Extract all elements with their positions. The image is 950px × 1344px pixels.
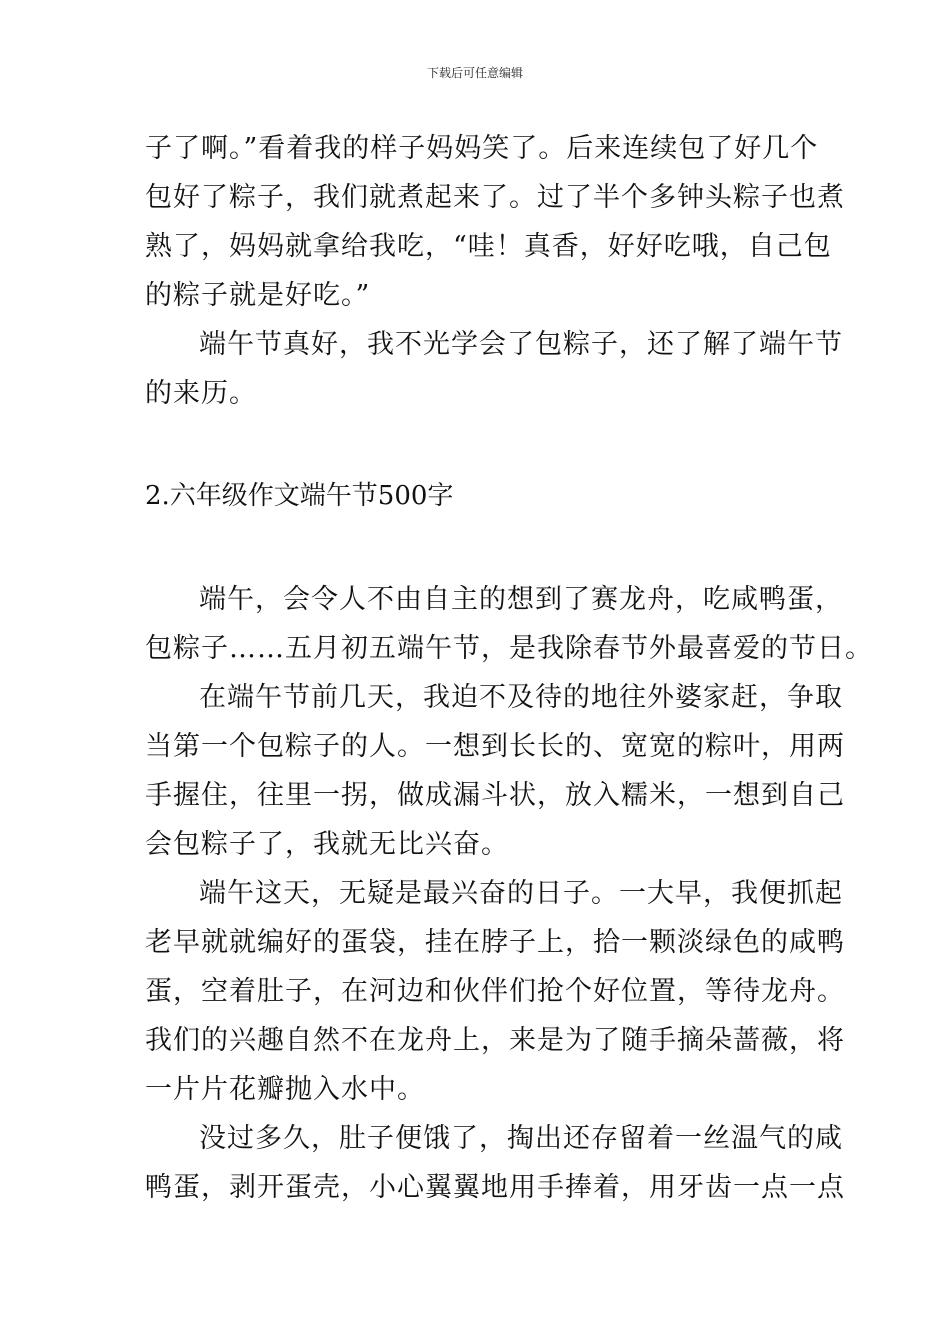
text-block-2 (145, 575, 873, 1212)
text-line: 包粽子……五月初五端午节，是我除春节外最喜爱的节日。 (145, 633, 873, 664)
paragraph (145, 1114, 845, 1212)
text-line: 会包粽子了，我就无比兴奋。 (145, 829, 509, 860)
text-line: 当第一个包粽子的人。一想到长长的、宽宽的粽叶，用两 (145, 731, 845, 762)
text-line: 鸭蛋，剥开蛋壳，小心翼翼地用手捧着，用牙齿一点一点 (145, 1172, 845, 1203)
text-line: 没过多久，肚子便饿了，掏出还存留着一丝温气的咸 (199, 1123, 843, 1154)
paragraph (145, 869, 845, 1114)
text-line: 子了啊。”看着我的样子妈妈笑了。后来连续包了好几个 (145, 133, 819, 164)
text-line: 端午，会令人不由自主的想到了赛龙舟，吃咸鸭蛋， (199, 584, 843, 615)
paragraph (145, 320, 843, 418)
text-line: 的来历。 (145, 378, 257, 409)
text-line: 一片片花瓣抛入水中。 (145, 1074, 425, 1105)
text-line: 包好了粽子，我们就煮起来了。过了半个多钟头粽子也煮 (145, 182, 845, 213)
text-line: 的粽子就是好吃。” (145, 280, 371, 311)
text-line: 熟了，妈妈就拿给我吃，“哇！真香，好好吃哦，自己包 (145, 231, 832, 262)
header-note: 下载后可任意编辑 (426, 66, 523, 80)
text-line: 在端午节前几天，我迫不及待的地往外婆家赶，争取 (199, 682, 843, 713)
text-line: 端午节真好，我不光学会了包粽子，还了解了端午节 (199, 329, 843, 360)
text-line: 我们的兴趣自然不在龙舟上，来是为了随手摘朵蔷薇，将 (145, 1025, 845, 1056)
paragraph (145, 124, 845, 320)
text-line: 手握住，往里一拐，做成漏斗状，放入糯米，一想到自己 (145, 780, 845, 811)
text-line: 老早就就编好的蛋袋，挂在脖子上，拾一颗淡绿色的咸鸭 (145, 927, 845, 958)
paragraph (145, 575, 873, 673)
text-line: 蛋，空着肚子，在河边和伙伴们抢个好位置，等待龙舟。 (145, 976, 845, 1007)
text-block-1 (145, 124, 845, 418)
text-line: 端午这天，无疑是最兴奋的日子。一大早，我便抓起 (199, 878, 843, 909)
section-heading: 2.六年级作文端午节500字 (145, 481, 454, 511)
paragraph (145, 673, 845, 869)
